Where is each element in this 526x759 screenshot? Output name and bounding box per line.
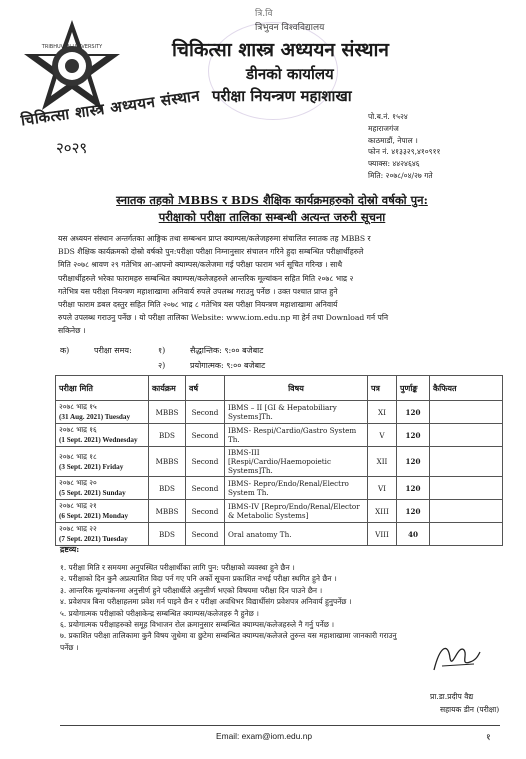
date-en: (3 Sept. 2021) Friday: [59, 462, 124, 471]
phone: फोन नं. ४१३३२९,४१०९११: [368, 147, 441, 156]
note-item: ६. प्रयोगात्मक परीक्षाहरुको समूह विभाजन रोल क्रमानुसार सम्बन्धित क्याम्पस/कलेजहरुले नै गर्नु पर्नेछ ।: [60, 620, 335, 630]
cell-year: Second: [186, 447, 225, 477]
place-line-2: काठमाडौं, नेपाल ।: [368, 136, 418, 145]
cell-date: [56, 447, 149, 477]
date-np: २०७८ भाद्र २०: [59, 478, 97, 487]
notice-body: [58, 232, 496, 338]
note-item: ४. प्रवेशपत्र बिना परीक्षाहलमा प्रवेश गर्न पाइने छैन र परीक्षा अवधिभर विद्यार्थीसंग प्रवेशपत्र अनिवार्य हुनुपर्नेछ ।: [60, 597, 352, 607]
place-line-1: महाराजगंज: [368, 124, 399, 133]
cell-remarks: [430, 523, 503, 546]
cell-marks: 120: [397, 477, 430, 500]
cell-subject: Oral anatomy Th.: [225, 523, 368, 546]
cell-program: BDS: [149, 523, 186, 546]
exam-time-marker: क): [60, 346, 70, 355]
cell-program: MBBS: [149, 447, 186, 477]
cell-paper: VIII: [368, 523, 397, 546]
body-line: रुपले उपलब्ध गराउनु पर्नेछ । यो परीक्षा तालिका Website: www.iom.edu.np मा हेर्न तथा Download गर्न पनि: [58, 313, 389, 323]
date-en: (1 Sept. 2021) Wednesday: [59, 436, 138, 444]
cell-program: MBBS: [149, 500, 186, 523]
fax: फ्याक्स: ४४२४६४६: [368, 159, 420, 168]
cell-marks: 120: [397, 447, 430, 477]
page-number: १: [486, 733, 491, 743]
cell-subject: IBMS-IV [Repro/Endo/Renal/Elector & Metabolic Systems]: [225, 500, 368, 523]
header-marks: पुर्णाङ्क: [397, 376, 430, 401]
date-en: (5 Sept. 2021) Sunday: [59, 489, 126, 497]
cell-marks: 120: [397, 401, 430, 424]
cell-remarks: [430, 401, 503, 424]
cell-paper: XIII: [368, 500, 397, 523]
cell-subject: IBMS – II [GI & Hepatobiliary Systems]Th.: [225, 401, 368, 424]
cell-paper: V: [368, 424, 397, 447]
cell-date: [56, 401, 149, 424]
footer-divider: [60, 725, 500, 726]
note-item: २. परीक्षाको दिन कुनै अप्रत्याशित विदा पर्न गए पनि अर्को सूचना प्रकाशित नभई परीक्षा स्थगित हुने छैन ।: [60, 574, 337, 584]
date-np: २०७८ भाद्र १५: [59, 402, 97, 411]
notes-label: द्रष्टव्य:: [60, 544, 80, 554]
date-en: (6 Sept. 2021) Monday: [59, 512, 129, 520]
date-np: २०७८ भाद्र २१: [59, 501, 97, 510]
signatory-title: सहायक डीन (परीक्षा): [440, 705, 500, 714]
body-line: यस अध्ययन संस्थान अन्तर्गतका आङ्गिक तथा सम्बन्धन प्राप्त क्याम्पस/कलेजहरुमा संचालित स्नातक तह MBBS र: [58, 234, 371, 243]
table-row: [56, 401, 503, 424]
cell-program: MBBS: [149, 401, 186, 424]
table-row: [56, 523, 503, 546]
exam-time-theory: सैद्धान्तिक: ९:०० बजेबाट: [190, 346, 264, 355]
notice-title-line-2: परीक्षाको परीक्षा तालिका सम्बन्धी अत्यन्त जरुरी सूचना: [158, 210, 386, 224]
cell-date: [56, 477, 149, 500]
header-year: वर्ष: [186, 376, 225, 401]
note-item: ७. प्रकाशित परीक्षा तालिकामा कुनै विषय जुधेमा वा छुटेमा सम्बन्धित क्याम्पस/कलेजले तुरुन्त यस महाशाखामा जानकारी गराउनु: [60, 631, 397, 641]
body-line: BDS शैक्षिक कार्यक्रमको दोस्रो वर्षको पुन:परीक्षा परीक्षा निम्नानुसार संचालन गरिने हुदा सम्बन्धित परीक्षार्थीहरुले: [58, 247, 364, 257]
table-row: [56, 424, 503, 447]
svg-text:TRIBHUVAN UNIVERSITY: TRIBHUVAN UNIVERSITY: [41, 44, 103, 50]
institute-side-text: चिकित्सा शास्त्र अध्ययन संस्थान: [19, 86, 202, 130]
header-remarks: कैफियत: [430, 376, 503, 401]
header-paper: पत्र: [368, 376, 397, 401]
po-box: पो.ब.नं. १५२४: [368, 112, 408, 121]
institute-name: चिकित्सा शास्त्र अध्ययन संस्थान: [172, 39, 389, 61]
cell-marks: 120: [397, 500, 430, 523]
note-item: ५. प्रयोगात्मक परीक्षाको परीक्षाकेन्द्र सम्बन्धित क्याम्पस/कलेजहरु नै हुनेछ ।: [60, 608, 259, 618]
cell-remarks: [430, 477, 503, 500]
exam-schedule-table: [55, 375, 503, 546]
branch-name: परीक्षा नियन्त्रण महाशाखा: [212, 87, 352, 105]
exam-time-practical: प्रयोगात्मक: ९:०० बजेबाट: [190, 361, 266, 370]
university-name: त्रिभुवन विश्वविद्यालय: [255, 23, 325, 33]
date-np: २०७८ भाद्र १६: [59, 425, 97, 434]
letter-date: मिति: २०७८/०४/२७ गते: [368, 171, 433, 180]
cell-year: Second: [186, 424, 225, 447]
cell-paper: XI: [368, 401, 397, 424]
office-name: डीनको कार्यालय: [246, 65, 334, 83]
cell-marks: 40: [397, 523, 430, 546]
note-item: ३. आन्तरिक मूल्यांकनमा अनुत्तीर्ण हुने परीक्षार्थीले अनुत्तीर्ण भएको विषयमा परीक्षा दिन पाउने छैन ।: [60, 585, 323, 595]
body-line: परीक्षा फाराम डबल दस्तुर सहित मिति २०७८ भाद्र ८ गतेभित्र यस परीक्षा नियन्त्रण महाशाखामा अनिवार्य: [58, 300, 338, 310]
cell-program: BDS: [149, 424, 186, 447]
cell-paper: VI: [368, 477, 397, 500]
date-np: २०७८ भाद्र १८: [59, 451, 97, 461]
signatory-name: प्रा.डा.प्रदीप वैद्य: [430, 692, 474, 701]
exam-time-num-1: १): [158, 346, 166, 355]
notice-title-line-1: स्नातक तहको MBBS र BDS शैक्षिक कार्यक्रमहरुको दोस्रो वर्षको पुन:: [116, 193, 428, 207]
handwritten-number: २०२९: [56, 139, 88, 157]
cell-remarks: [430, 447, 503, 477]
exam-time-num-2: २): [158, 361, 166, 370]
header-date: परीक्षा मिति: [56, 376, 149, 401]
date-np: २०७८ भाद्र २२: [59, 524, 97, 533]
cell-date: [56, 424, 149, 447]
cell-remarks: [430, 424, 503, 447]
date-en: (7 Sept. 2021) Tuesday: [59, 535, 128, 543]
table-row: [56, 477, 503, 500]
cell-year: Second: [186, 500, 225, 523]
cell-year: Second: [186, 523, 225, 546]
body-line: परीक्षार्थीहरुले भरेका फारामहरु सम्बन्धित क्याम्पस/कलेजहरुले आन्तरिक मूल्यांकन सहित मिति २०७८ भाद्र २: [58, 273, 354, 283]
table-row: [56, 500, 503, 523]
note-item: १. परीक्षा मिति र समयमा अनुपस्थित परीक्षार्थीका लागि पुन: परीक्षाको व्यवस्था हुने छैन ।: [60, 563, 295, 572]
cell-remarks: [430, 500, 503, 523]
cell-subject: IBMS- Respi/Cardio/Gastro System Th.: [225, 424, 368, 447]
cell-subject: IBMS- Repro/Endo/Renal/Electro System Th.: [225, 477, 368, 500]
body-line: सकिनेछ ।: [58, 326, 86, 336]
cell-paper: XII: [368, 447, 397, 477]
cell-marks: 120: [397, 424, 430, 447]
cell-year: Second: [186, 477, 225, 500]
body-line: गतेभित्र यस परीक्षा नियन्त्रण महाशाखामा अनिवार्य रुपले उपलब्ध गराउनु पर्नेछ । उक्त पश्चात प्राप्त हुने: [58, 286, 338, 296]
cell-program: BDS: [149, 477, 186, 500]
tu-mark: त्रि.वि: [255, 9, 273, 19]
table-row: [56, 447, 503, 477]
cell-date: [56, 523, 149, 546]
cell-subject: IBMS-III [Respi/Cardio/Haemopoietic Systems]Th.: [225, 447, 368, 477]
date-en: (31 Aug. 2021) Tuesday: [59, 413, 131, 421]
header-program: कार्यक्रम: [149, 376, 186, 401]
footer-email: Email: exam@iom.edu.np: [216, 731, 313, 741]
signature-scribble: [430, 636, 482, 678]
cell-date: [56, 500, 149, 523]
cell-year: Second: [186, 401, 225, 424]
body-line: मिति २०७८ श्रावण २९ गतेभित्र आ-आफ्नो क्याम्पस/कलेजमा गई परीक्षा फाराम भर्न सूचित गरिन्छ । साथै: [58, 260, 343, 270]
note-item: पर्नेछ ।: [60, 642, 79, 652]
table-header-row: [56, 376, 503, 401]
header-subject: विषय: [225, 376, 368, 401]
exam-time-label: परीक्षा समय:: [94, 346, 132, 355]
